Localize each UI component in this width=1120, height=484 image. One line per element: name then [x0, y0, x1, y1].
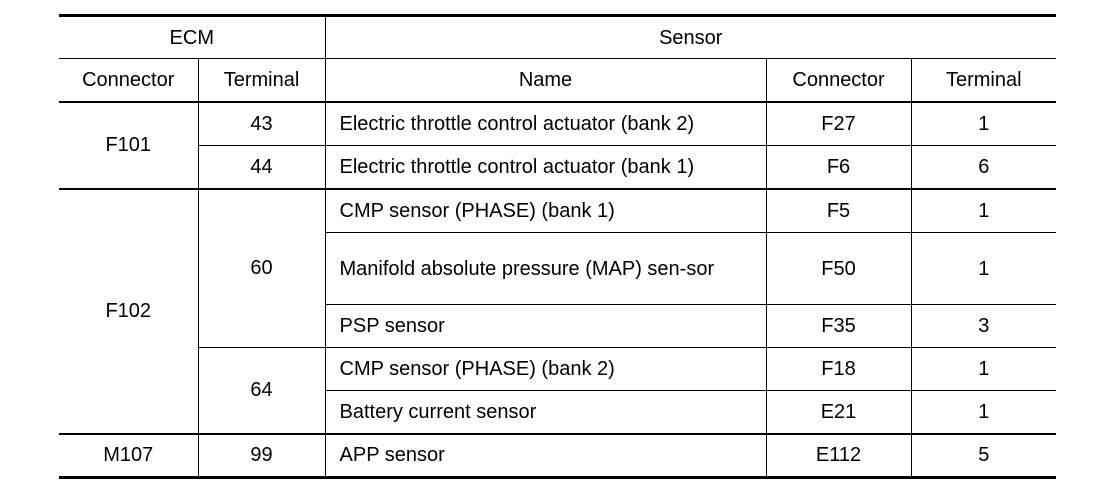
- ecm-connector-cell: F101: [59, 102, 198, 189]
- sensor-terminal-header: Terminal: [911, 59, 1056, 102]
- sensor-connector-cell: F18: [766, 348, 911, 391]
- ecm-terminal-cell: 64: [198, 348, 325, 434]
- sensor-name-cell: APP sensor: [325, 434, 766, 478]
- table-row: [59, 146, 1056, 189]
- ecm-terminal-header: Terminal: [198, 59, 325, 102]
- sensor-group-header: Sensor: [325, 16, 1056, 59]
- ecm-terminal-cell: 43: [198, 102, 325, 146]
- header-row-columns: [59, 59, 1056, 102]
- ecm-connector-cell: F102: [59, 189, 198, 434]
- sensor-connector-cell: F5: [766, 189, 911, 233]
- table-row: [59, 189, 1056, 233]
- ecm-connector-cell: M107: [59, 434, 198, 478]
- ecm-connector-header: Connector: [59, 59, 198, 102]
- sensor-name-cell: CMP sensor (PHASE) (bank 1): [325, 189, 766, 233]
- sensor-terminal-cell: 1: [911, 102, 1056, 146]
- sensor-terminal-cell: 1: [911, 189, 1056, 233]
- sensor-terminal-cell: 1: [911, 348, 1056, 391]
- sensor-connector-cell: F50: [766, 233, 911, 305]
- ecm-terminal-cell: 99: [198, 434, 325, 478]
- sensor-terminal-cell: 3: [911, 305, 1056, 348]
- ecm-terminal-cell: 60: [198, 189, 325, 348]
- sensor-name-header: Name: [325, 59, 766, 102]
- sensor-connector-cell: F27: [766, 102, 911, 146]
- sensor-connector-header: Connector: [766, 59, 911, 102]
- sensor-terminal-cell: 6: [911, 146, 1056, 189]
- sensor-name-cell: PSP sensor: [325, 305, 766, 348]
- sensor-name-cell: Manifold absolute pressure (MAP) sen-sor: [325, 233, 766, 305]
- sensor-connector-cell: E112: [766, 434, 911, 478]
- sensor-name-cell: Electric throttle control actuator (bank 1): [325, 146, 766, 189]
- sensor-connector-cell: F35: [766, 305, 911, 348]
- sensor-name-cell: Battery current sensor: [325, 391, 766, 434]
- sensor-name-cell: Electric throttle control actuator (bank 2): [325, 102, 766, 146]
- ecm-sensor-terminal-table: [59, 14, 1056, 479]
- ecm-group-header: ECM: [59, 16, 325, 59]
- sensor-terminal-cell: 1: [911, 391, 1056, 434]
- table-row: [59, 102, 1056, 146]
- sensor-connector-cell: E21: [766, 391, 911, 434]
- sensor-terminal-cell: 1: [911, 233, 1056, 305]
- header-row-groups: [59, 16, 1056, 59]
- sensor-connector-cell: F6: [766, 146, 911, 189]
- ecm-terminal-cell: 44: [198, 146, 325, 189]
- table-row: [59, 434, 1056, 478]
- table-row: [59, 348, 1056, 391]
- sensor-terminal-cell: 5: [911, 434, 1056, 478]
- sensor-name-cell: CMP sensor (PHASE) (bank 2): [325, 348, 766, 391]
